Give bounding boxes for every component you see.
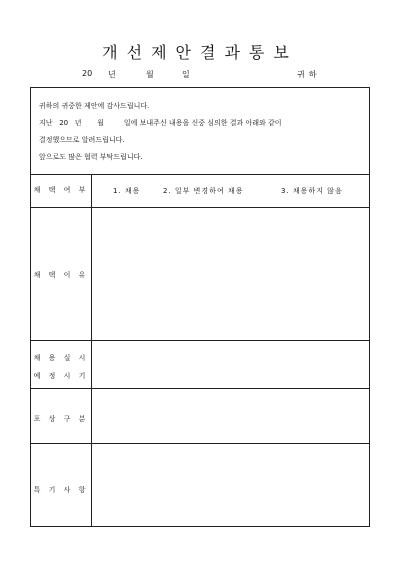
intro-line-1: 귀하의 귀중한 제안에 감사드립니다. [39, 102, 150, 110]
option-adopt: 1. 채용 [113, 187, 141, 195]
column-divider [91, 174, 92, 527]
date-month-label: 월 [146, 70, 154, 79]
adoption-reason-label: 채 택 이 유 [33, 271, 89, 279]
date-year-label: 년 [108, 70, 116, 79]
remarks-label: 특 기 사 항 [33, 486, 89, 494]
row-divider [31, 207, 369, 208]
row-divider [31, 443, 369, 444]
option-not-adopt: 3. 채용하지 않음 [281, 187, 343, 195]
option-partial-adopt: 2. 일부 변경하여 채용 [163, 187, 244, 195]
row-divider [31, 388, 369, 389]
intro-line-2: 지난 20 년 월 일에 보내주신 내용을 신중 심의한 결과 아래와 같이 [39, 119, 282, 127]
date-day-label: 일 [182, 70, 190, 79]
schedule-label-line1: 채 용 실 시 [33, 354, 89, 362]
date-year-prefix: 20 [82, 69, 93, 78]
intro-line-4: 앞으로도 많은 협력 부탁드립니다. [39, 153, 143, 161]
document-title: 개선제안결과통보 [102, 43, 298, 62]
result-form-table [30, 87, 370, 527]
adoption-status-label: 채 택 여 부 [33, 186, 89, 194]
row-divider [31, 340, 369, 341]
recipient-suffix: 귀하 [297, 70, 321, 79]
schedule-label-line2: 예 정 시 기 [33, 372, 89, 380]
row-divider [31, 174, 369, 175]
intro-line-3: 결정했으므로 알려드립니다. [39, 136, 125, 144]
award-category-label: 포 상 구 분 [33, 415, 89, 423]
intro-paragraph [39, 98, 282, 166]
